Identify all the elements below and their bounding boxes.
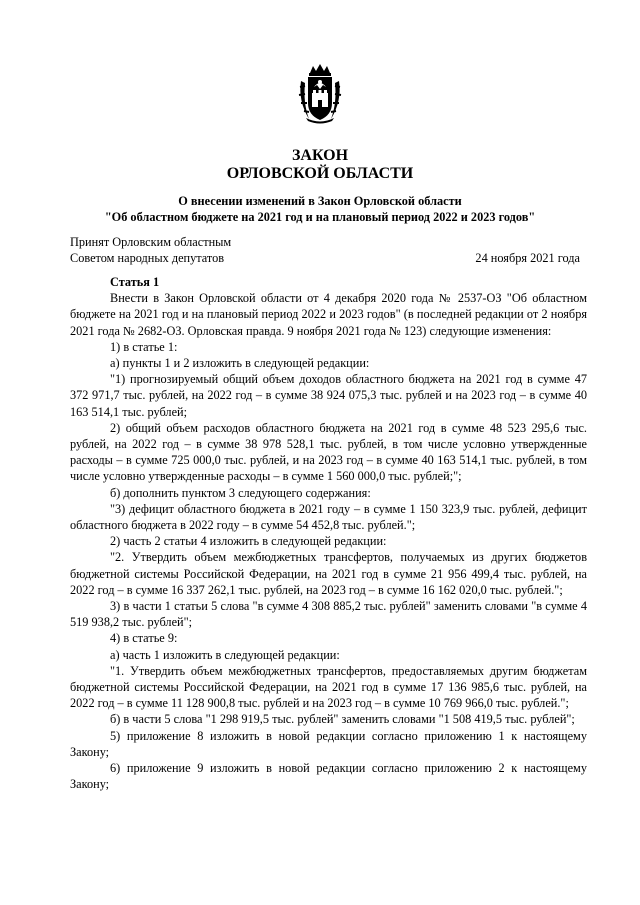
law-subtitle-line1: О внесении изменений в Закон Орловской области [178,194,462,208]
law-title-region: ОРЛОВСКОЙ ОБЛАСТИ [226,165,414,182]
paragraph: 2) часть 2 статьи 4 изложить в следующей редакции: [110,534,387,549]
paragraph: а) пункты 1 и 2 изложить в следующей редакции: [110,356,370,371]
law-subtitle-line2: "Об областном бюджете на 2021 год и на плановый период 2022 и 2023 годов" [104,210,536,224]
law-title: ЗАКОН [291,147,349,164]
paragraph: а) часть 1 изложить в следующей редакции: [110,647,340,662]
adopted-by-line2: Советом народных депутатов [70,251,225,265]
paragraph: 3) в части 1 статьи 5 слова "в сумме 4 308 885,2 тыс. рублей" заменить словами "в сумме 4 519 938,2 тыс. рублей"; [70,599,587,630]
adoption-date: 24 ноября 2021 года [475,251,580,265]
paragraph: Внести в Закон Орловской области от 4 декабря 2020 года № 2537-ОЗ "Об областном бюджете на 2021 год и на плановый период 2022 и 2023 годов" (в последней редакции от 2 ноября 2021 года № 2682-ОЗ. Орловская правда. 9 ноября 2021 года № 123) следующие изменения: [70,291,587,338]
paragraph: 6) приложение 9 изложить в новой редакции согласно приложению 2 к настоящему Закону; [70,761,587,792]
article-body [70,274,587,793]
paragraph: 2) общий объем расходов областного бюджета на 2021 год в сумме 48 523 295,6 тыс. рублей, на 2022 год – в сумме 38 978 528,1 тыс. рублей, в том числе условно утвержденные расходы – в сумме 725 000,0 тыс. рублей, и на 2023 год – в сумме 40 163 514,1 тыс. рублей, в том числе условно утвержденные расходы – в сумме 1 560 000,0 тыс. рублей;"; [70,420,587,484]
paragraph: "1. Утвердить объем межбюджетных трансфертов, предоставляемых другим бюджетам бюджетной системы Российской Федерации, на 2021 год в сумме 17 136 985,6 тыс. рублей, на 2022 год – в сумме 11 128 900,8 тыс. рублей и на 2023 год – в сумме 10 769 966,0 тыс. рублей."; [70,663,587,711]
paragraph: "2. Утвердить объем межбюджетных трансфертов, получаемых из других бюджетов бюджетной системы Российской Федерации, на 2021 год в сумме 21 956 499,4 тыс. рублей, на 2022 год – в сумме 16 337 262,1 тыс. рублей, на 2023 год – в сумме 16 162 020,0 тыс. рублей."; [70,550,587,597]
paragraph: б) в части 5 слова "1 298 919,5 тыс. рублей" заменить словами "1 508 419,5 тыс. рублей"; [110,712,575,727]
adopted-by-line1: Принят Орловским областным [70,235,232,249]
paragraph: "3) дефицит областного бюджета в 2021 году – в сумме 1 150 323,9 тыс. рублей, дефицит областного бюджета в 2022 году – в сумме 54 452,8 тыс. рублей."; [70,501,587,533]
article-heading: Статья 1 [110,275,160,289]
adoption-block [70,234,580,266]
orel-oblast-coat-of-arms-icon [297,63,343,125]
paragraph: "1) прогнозируемый общий объем доходов областного бюджета на 2021 год в сумме 47 372 971,7 тыс. рублей, на 2022 год – в сумме 38 924 075,3 тыс. рублей и на 2023 год – в сумме 40 163 514,1 тыс. рублей; [70,372,587,419]
paragraph: 1) в статье 1: [110,339,178,354]
paragraph: б) дополнить пунктом 3 следующего содержания: [110,485,371,500]
paragraph: 4) в статье 9: [110,631,178,646]
paragraph: 5) приложение 8 изложить в новой редакции согласно приложению 1 к настоящему Закону; [70,728,587,759]
